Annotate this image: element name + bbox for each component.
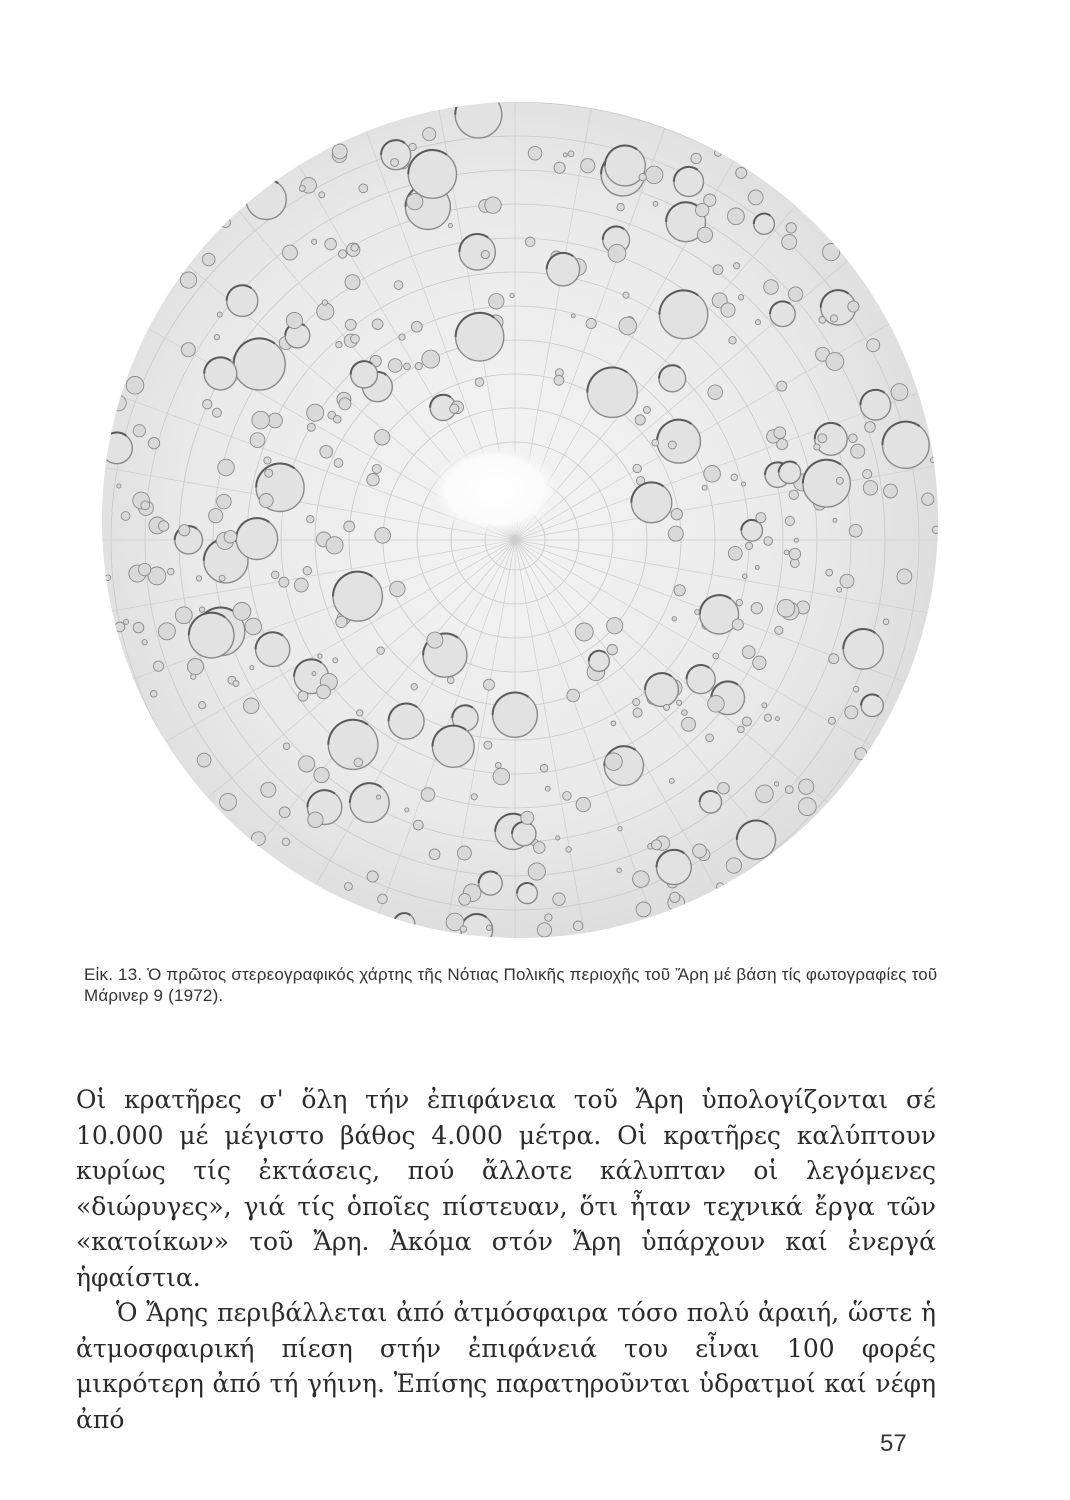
crater xyxy=(742,717,751,726)
crater xyxy=(930,458,935,463)
crater xyxy=(540,765,548,773)
crater xyxy=(314,767,329,782)
crater xyxy=(283,743,290,750)
crater xyxy=(196,576,201,581)
crater xyxy=(312,239,317,244)
crater xyxy=(633,871,650,888)
crater xyxy=(158,623,175,640)
crater xyxy=(611,721,616,726)
crater xyxy=(784,550,789,555)
crater xyxy=(676,700,681,705)
crater xyxy=(484,679,495,690)
crater xyxy=(756,785,774,803)
crater xyxy=(351,244,358,251)
crater xyxy=(187,659,203,675)
crater xyxy=(219,575,225,581)
crater xyxy=(674,585,685,596)
crater xyxy=(553,893,565,905)
crater xyxy=(359,184,368,193)
crater xyxy=(265,469,273,477)
crater xyxy=(863,481,877,495)
crater xyxy=(743,574,748,579)
crater xyxy=(617,204,624,211)
crater xyxy=(460,926,466,932)
crater xyxy=(708,385,723,400)
crater xyxy=(837,587,842,592)
crater xyxy=(124,619,129,624)
crater xyxy=(421,788,435,802)
crater xyxy=(777,599,795,617)
crater xyxy=(932,526,939,533)
crater xyxy=(246,179,286,219)
crater xyxy=(298,691,308,701)
crater xyxy=(212,408,221,417)
crater xyxy=(794,538,798,542)
crater xyxy=(197,753,211,767)
crater xyxy=(199,607,204,612)
crater xyxy=(405,808,409,812)
crater xyxy=(411,684,417,690)
crater xyxy=(738,295,743,300)
crater xyxy=(374,430,389,445)
crater xyxy=(618,826,622,830)
crater xyxy=(732,619,743,630)
crater xyxy=(407,194,423,210)
crater xyxy=(252,832,266,846)
crater xyxy=(338,250,346,258)
crater xyxy=(390,581,405,596)
crater xyxy=(775,717,779,721)
crater xyxy=(101,433,132,464)
crater xyxy=(261,782,276,797)
crater xyxy=(741,482,745,486)
crater xyxy=(653,202,658,207)
crater xyxy=(427,632,443,648)
crater xyxy=(571,314,575,318)
crater xyxy=(279,807,290,818)
crater xyxy=(736,599,742,605)
crater xyxy=(399,334,405,340)
crater xyxy=(636,902,651,917)
crater xyxy=(117,484,121,488)
crater xyxy=(345,319,356,330)
crater xyxy=(774,427,786,439)
crater xyxy=(586,318,596,328)
crater xyxy=(484,741,492,749)
crater xyxy=(217,494,232,509)
crater xyxy=(339,398,351,410)
crater xyxy=(775,626,783,634)
crater xyxy=(413,820,423,830)
crater xyxy=(554,375,564,385)
crater xyxy=(884,484,898,498)
crater xyxy=(697,227,712,242)
crater xyxy=(312,672,316,676)
crater xyxy=(646,166,663,183)
crater xyxy=(423,128,436,141)
crater xyxy=(308,812,323,827)
crater xyxy=(682,710,688,716)
crater xyxy=(734,263,740,269)
crater xyxy=(633,464,641,472)
crater xyxy=(836,477,843,484)
crater xyxy=(394,281,403,290)
crater xyxy=(777,381,787,391)
crater xyxy=(670,892,680,902)
crater xyxy=(848,301,859,312)
crater xyxy=(214,334,219,339)
crater xyxy=(268,413,283,428)
crater xyxy=(271,571,279,579)
crater xyxy=(865,422,876,433)
crater xyxy=(489,294,504,309)
crater xyxy=(286,312,302,328)
crater xyxy=(224,530,237,543)
crater xyxy=(209,509,223,523)
crater xyxy=(528,863,545,880)
crater xyxy=(319,192,325,198)
crater xyxy=(367,871,378,882)
crater xyxy=(706,734,714,742)
crater xyxy=(391,159,399,167)
crater xyxy=(721,303,735,317)
crater xyxy=(317,685,331,699)
crater xyxy=(377,647,384,654)
crater xyxy=(789,490,798,499)
crater xyxy=(282,838,290,846)
crater xyxy=(726,858,741,873)
crater xyxy=(696,203,709,216)
crater xyxy=(233,603,251,621)
crater xyxy=(354,758,363,767)
body-text xyxy=(76,1082,936,1437)
crater xyxy=(525,237,535,247)
crater xyxy=(404,363,411,370)
crater xyxy=(138,563,150,575)
crater xyxy=(191,674,196,679)
crater xyxy=(105,575,111,581)
crater xyxy=(867,339,880,352)
crater xyxy=(691,153,701,163)
crater xyxy=(668,526,683,541)
crater xyxy=(528,146,542,160)
crater xyxy=(521,811,534,824)
crater xyxy=(202,253,215,266)
crater xyxy=(851,444,865,458)
crater xyxy=(133,622,144,633)
crater xyxy=(179,525,190,536)
crater xyxy=(475,378,484,387)
paragraph-1: Οἱ κρατῆρες σ' ὅλη τήν ἐπιφάνεια τοῦ Ἄρη ὑπολογίζονται σέ 10.000 μέ μέγιστο βάθος 4.000 μέτρα. Οἱ κρατῆρες καλύπτουν κυρίως τίς ἐκτάσεις, πού ἄλλοτε κάλυπταν οἱ λεγόμενες «διώρυγες», γιά τίς ὁποῖες πίστευαν, ὅτι ἦταν τεχνικά ἔργα τῶν «κατοίκων» τοῦ Ἄρη. Ἀκόμα στόν Ἄρη ὑπάρχουν καί ἐνεργά ἡφαίστια. xyxy=(76,1085,936,1292)
crater xyxy=(713,653,719,659)
crater xyxy=(729,337,736,344)
crater xyxy=(150,691,157,698)
crater xyxy=(534,842,546,854)
crater xyxy=(563,792,572,801)
crater xyxy=(471,794,477,800)
crater xyxy=(457,846,471,860)
crater xyxy=(756,513,766,523)
polar-ice-cap xyxy=(425,442,565,538)
crater xyxy=(828,717,835,724)
crater xyxy=(307,404,324,421)
crater xyxy=(575,623,593,641)
crater xyxy=(623,292,629,298)
crater xyxy=(576,797,590,811)
crater xyxy=(447,677,454,684)
crater xyxy=(829,654,839,664)
crater xyxy=(245,618,262,635)
crater xyxy=(849,524,862,537)
crater xyxy=(704,466,721,483)
crater xyxy=(563,153,567,157)
crater xyxy=(307,516,314,523)
crater xyxy=(344,521,355,532)
crater xyxy=(853,686,859,692)
crater xyxy=(259,494,273,508)
crater xyxy=(664,704,670,710)
crater xyxy=(762,703,767,708)
crater xyxy=(556,836,560,840)
crater xyxy=(367,474,379,486)
crater xyxy=(495,763,501,769)
crater xyxy=(180,272,196,288)
crater xyxy=(736,167,747,178)
crater xyxy=(299,185,305,191)
crater xyxy=(742,646,755,659)
crater xyxy=(617,868,621,872)
crater xyxy=(855,748,867,760)
crater xyxy=(845,706,858,719)
crater xyxy=(826,353,844,371)
crater xyxy=(334,459,343,468)
crater xyxy=(755,320,760,325)
crater xyxy=(751,603,762,614)
crater xyxy=(814,444,820,450)
crater xyxy=(307,423,315,431)
crater xyxy=(633,699,640,706)
crater xyxy=(545,914,552,921)
crater xyxy=(153,661,163,671)
crater xyxy=(181,343,195,357)
crater xyxy=(264,457,271,464)
crater xyxy=(318,654,322,658)
crater xyxy=(669,778,674,783)
crater xyxy=(826,569,833,576)
crater xyxy=(199,702,206,709)
crater xyxy=(336,342,342,348)
crater xyxy=(849,434,858,443)
crater xyxy=(279,577,289,587)
crater xyxy=(830,315,837,322)
crater xyxy=(823,244,840,261)
crater xyxy=(682,717,696,731)
crater xyxy=(220,793,237,810)
crater xyxy=(568,151,574,157)
crater xyxy=(322,300,327,305)
crater xyxy=(799,779,814,794)
crater xyxy=(375,528,391,544)
crater xyxy=(203,400,212,409)
crater xyxy=(325,238,337,250)
crater xyxy=(388,359,402,373)
crater xyxy=(788,287,802,301)
page-number: 57 xyxy=(880,1430,907,1457)
crater xyxy=(422,350,440,368)
crater xyxy=(897,569,912,584)
crater xyxy=(833,518,837,522)
crater xyxy=(764,280,779,295)
crater xyxy=(545,786,550,791)
crater xyxy=(175,607,192,624)
crater xyxy=(487,925,492,930)
crater xyxy=(448,224,452,228)
paragraph-2: Ὁ Ἄρης περιβάλλεται ἀπό ἀτμόσφαιρα τόσο πολύ ἀραιή, ὥστε ἡ ἀτμοσφαιρική πίεση στήν ἐπιφάνειά του εἶναι 100 φορές μικρότερη ἀπό τή γήινη. Ἐπίσης παρατηροῦνται ὑδρατμοί καί νέφη ἀπό xyxy=(76,1298,936,1434)
crater xyxy=(218,459,235,476)
crater xyxy=(695,610,700,615)
crater xyxy=(357,710,363,716)
crater xyxy=(883,619,889,625)
crater xyxy=(243,698,259,714)
crater xyxy=(607,618,623,634)
crater xyxy=(299,756,315,772)
crater xyxy=(753,656,766,669)
crater xyxy=(378,894,388,904)
crater xyxy=(922,493,934,505)
crater xyxy=(429,849,440,860)
crater xyxy=(481,251,489,259)
crater xyxy=(728,208,745,225)
figure-caption: Εἰκ. 13. Ὁ πρῶτος στερεογραφικός χάρτης τῆς Νότιας Πολικῆς περιοχῆς τοῦ Ἄρη μέ βάση τίς φωτογραφίες τοῦ Μάρινερ 9 (1972). xyxy=(84,965,938,1005)
crater xyxy=(415,363,422,370)
crater xyxy=(283,245,298,260)
crater xyxy=(891,384,908,401)
crater xyxy=(605,753,622,770)
crater xyxy=(738,726,745,733)
crater xyxy=(581,159,595,173)
crater xyxy=(168,568,175,575)
mars-south-pole-map xyxy=(90,90,950,950)
crater xyxy=(566,847,572,853)
crater xyxy=(774,782,778,786)
crater xyxy=(493,768,510,785)
crater xyxy=(764,714,771,721)
crater xyxy=(351,334,360,343)
crater xyxy=(148,438,159,449)
crater xyxy=(217,312,222,317)
crater xyxy=(693,844,707,858)
crater xyxy=(554,162,565,173)
crater xyxy=(573,921,583,931)
crater xyxy=(376,795,380,799)
crater xyxy=(789,548,800,559)
crater xyxy=(643,406,650,413)
crater xyxy=(336,616,347,627)
crater xyxy=(668,441,676,449)
crater xyxy=(671,509,682,520)
crater xyxy=(411,321,422,332)
crater xyxy=(121,512,130,521)
crater xyxy=(111,395,127,411)
crater xyxy=(294,578,308,592)
crater xyxy=(785,516,794,525)
crater xyxy=(713,265,723,275)
crater xyxy=(326,537,343,554)
crater xyxy=(798,798,816,816)
crater xyxy=(764,537,773,546)
crater xyxy=(221,218,231,228)
crater xyxy=(250,433,265,448)
crater xyxy=(133,425,145,437)
crater xyxy=(840,574,854,588)
crater xyxy=(717,883,724,890)
crater xyxy=(320,445,333,458)
crater xyxy=(708,696,725,713)
crater xyxy=(126,377,144,395)
crater xyxy=(303,567,311,575)
crater xyxy=(450,404,459,413)
crater xyxy=(863,470,872,479)
crater xyxy=(718,782,730,794)
crater xyxy=(672,617,676,621)
crater xyxy=(702,485,707,490)
crater xyxy=(731,474,738,481)
crater xyxy=(635,415,645,425)
crater xyxy=(332,144,347,159)
crater xyxy=(372,319,383,330)
crater xyxy=(782,235,797,250)
crater xyxy=(334,416,342,424)
crater xyxy=(142,640,147,645)
crater xyxy=(537,923,551,937)
crater xyxy=(819,317,826,324)
crater xyxy=(652,840,662,850)
crater xyxy=(755,565,759,569)
crater xyxy=(115,622,125,632)
crater xyxy=(607,645,617,655)
crater xyxy=(818,434,827,443)
crater xyxy=(233,681,239,687)
crater xyxy=(250,666,254,670)
crater xyxy=(619,317,637,335)
crater xyxy=(786,223,796,233)
crater xyxy=(728,546,742,560)
crater xyxy=(485,197,501,213)
crater xyxy=(455,91,502,138)
crater xyxy=(141,501,150,510)
crater xyxy=(608,244,626,262)
crater xyxy=(715,149,722,156)
crater xyxy=(510,293,514,297)
crater xyxy=(785,786,793,794)
crater xyxy=(158,521,168,531)
crater xyxy=(344,882,352,890)
crater xyxy=(748,190,763,205)
crater xyxy=(372,464,381,473)
crater xyxy=(639,173,646,180)
crater xyxy=(567,689,580,702)
mars-south-polar-map-figure xyxy=(90,90,950,950)
crater xyxy=(459,894,471,906)
crater xyxy=(745,542,752,549)
crater xyxy=(652,439,659,446)
crater xyxy=(345,275,360,290)
crater xyxy=(333,658,338,663)
crater xyxy=(252,411,270,429)
crater xyxy=(633,708,642,717)
